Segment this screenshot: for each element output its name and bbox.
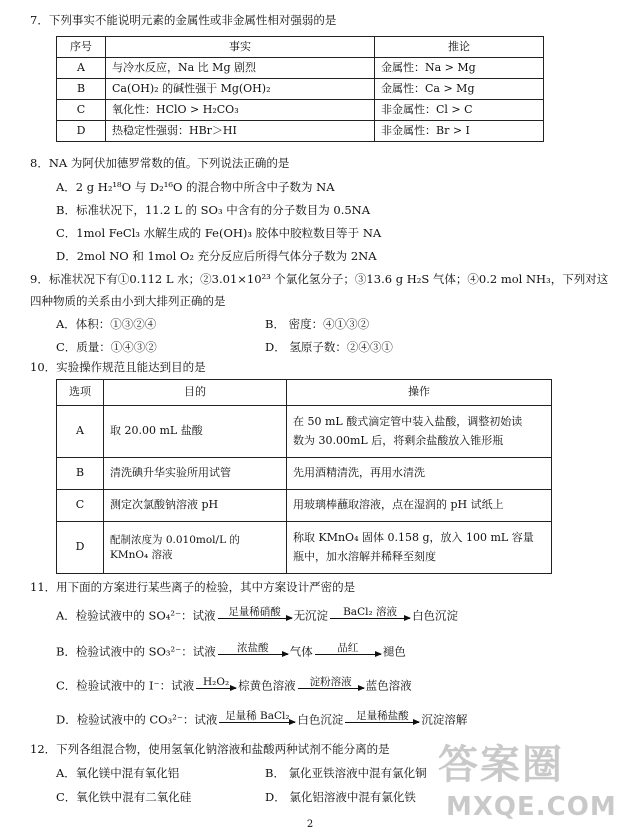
reaction-arrow — [330, 606, 410, 624]
q12-option-d: D． 氯化铝溶液中混有氯化铁 — [265, 790, 416, 804]
q9-option-a: A．体积：①③②④ — [56, 317, 157, 331]
table-cell: Ca(OH)₂ 的碱性强于 Mg(OH)₂ — [106, 79, 375, 100]
arrow-line — [315, 654, 381, 655]
header-cell: 目的 — [104, 380, 287, 406]
table-cell: 与冷水反应，Na 比 Mg 剧烈 — [106, 58, 375, 79]
q12-option-a: A．氧化镁中混有氧化铝 — [56, 766, 180, 780]
header-cell: 事实 — [106, 37, 375, 58]
reaction-arrow — [219, 710, 295, 728]
intermediate: 棕黄色溶液 — [238, 678, 296, 693]
table-cell: 清洗碘升华实验所用试管 — [104, 458, 287, 490]
q9-stem-line1: 9．标准状况下有①0.112 L 水；②3.01×10²³ 个氯化氢分子；③13.6 g H₂S 气体；④0.2 mol NH₃，下列对这 — [30, 272, 609, 286]
arrow-label: 足量稀 BaCl₂ — [225, 710, 290, 722]
q8-option-a: A．2 g H₂¹⁸O 与 D₂¹⁶O 的混合物中所含中子数为 NA — [56, 180, 335, 194]
q8-option-c: C．1mol FeCl₃ 水解生成的 Fe(OH)₃ 胶体中胶粒数目等于 NA — [56, 226, 382, 240]
result: 蓝色溶液 — [365, 678, 412, 693]
op-line: 数为 30.00mL 后，将剩余盐酸放入锥形瓶 — [293, 433, 504, 447]
op-line: 瓶中，加水溶解并稀释至刻度 — [293, 549, 436, 563]
table-row — [57, 79, 544, 100]
arrow-line — [219, 722, 295, 723]
intermediate: 无沉淀 — [293, 608, 329, 623]
result: 白色沉淀 — [412, 608, 459, 623]
table-cell: A — [57, 58, 106, 79]
table-cell: C — [57, 100, 106, 121]
table-header-row — [57, 37, 544, 58]
arrow-line — [218, 654, 288, 655]
q7-stem: 7．下列事实不能说明元素的金属性或非金属性相对强弱的是 — [30, 13, 337, 27]
table-cell: B — [57, 458, 104, 490]
reaction-arrow — [298, 676, 364, 694]
table-cell: 氧化性：HClO > H₂CO₃ — [106, 100, 375, 121]
arrow-label: 淀粉溶液 — [309, 676, 352, 688]
q10-stem: 10．实验操作规范且能达到目的是 — [30, 360, 206, 374]
q12-stem: 12．下列各组混合物，使用氢氧化钠溶液和盐酸两种试剂不能分离的是 — [30, 742, 390, 756]
table-cell: 非金属性：Cl > C — [375, 100, 544, 121]
q11-stem: 11．用下面的方案进行某些离子的检验，其中方案设计严密的是 — [30, 580, 356, 594]
q10-table — [56, 379, 552, 574]
arrow-label: BaCl₂ 溶液 — [343, 606, 398, 618]
table-header-row — [57, 380, 552, 406]
reaction-arrow — [218, 642, 288, 660]
q9-stem-line2: 四种物质的关系由小到大排列正确的是 — [30, 294, 226, 308]
page-number: 2 — [306, 819, 314, 830]
table-cell: C — [57, 490, 104, 522]
result: 沉淀溶解 — [421, 712, 468, 727]
header-cell: 选项 — [57, 380, 104, 406]
q8-stem: 8．NA 为阿伏加德罗常数的值。下列说法正确的是 — [30, 156, 290, 170]
op-line: 称取 KMnO₄ 固体 0.158 g，放入 100 mL 容量 — [293, 530, 534, 544]
option-prefix: B．检验试液中的 SO₃²⁻：试液 — [56, 644, 216, 659]
q9-option-b: B． 密度：④①③② — [265, 317, 370, 331]
table-row — [57, 490, 552, 522]
reaction-arrow — [218, 606, 292, 624]
arrow-label: H₂O₂ — [202, 676, 230, 688]
header-cell: 操作 — [287, 380, 552, 406]
option-prefix: D．检验试液中的 CO₃²⁻：试液 — [56, 712, 218, 727]
option-prefix: C．检验试液中的 I⁻：试液 — [56, 678, 195, 693]
table-cell: 金属性：Ca > Mg — [375, 79, 544, 100]
arrow-line — [196, 688, 236, 689]
table-cell: A — [57, 406, 104, 458]
table-cell: 金属性：Na > Mg — [375, 58, 544, 79]
op-line: 在 50 mL 酸式滴定管中装入盐酸，调整初始读 — [293, 414, 523, 428]
table-row — [57, 100, 544, 121]
reaction-arrow — [345, 710, 419, 728]
table-cell: 热稳定性强弱：HBr＞HI — [106, 121, 375, 142]
arrow-line — [330, 618, 410, 619]
result: 褪色 — [382, 644, 406, 659]
table-cell — [287, 522, 552, 574]
reaction-arrow — [196, 676, 236, 694]
table-cell: 非金属性：Br > I — [375, 121, 544, 142]
table-row — [57, 406, 552, 458]
table-cell: 用玻璃棒蘸取溶液，点在湿润的 pH 试纸上 — [287, 490, 552, 522]
table-cell: D — [57, 522, 104, 574]
q9-option-d: D． 氢原子数：②④③① — [265, 340, 393, 354]
watermark-url: MXQE.COM — [446, 792, 617, 822]
table-cell: 先用酒精清洗，再用水清洗 — [287, 458, 552, 490]
q11-option-a — [56, 606, 458, 624]
table-cell: 配制浓度为 0.010mol/L 的 KMnO₄ 溶液 — [104, 522, 287, 574]
option-prefix: A．检验试液中的 SO₄²⁻：试液 — [56, 608, 216, 623]
q12-option-b: B． 氯化亚铁溶液中混有氯化铜 — [265, 766, 427, 780]
q8-option-d: D．2mol NO 和 1mol O₂ 充分反应后所得气体分子数为 2NA — [56, 249, 377, 263]
table-cell — [287, 406, 552, 458]
q8-option-b: B．标准状况下，11.2 L 的 SO₃ 中含有的分子数目为 0.5NA — [56, 203, 371, 217]
q9-option-c: C．质量：①④③② — [56, 340, 157, 354]
reaction-arrow — [315, 642, 381, 660]
intermediate: 白色沉淀 — [297, 712, 344, 727]
arrow-line — [298, 688, 364, 689]
q11-option-b — [56, 642, 406, 660]
arrow-label: 足量稀硝酸 — [228, 606, 281, 618]
q12-option-c: C．氧化铁中混有二氧化硅 — [56, 790, 192, 804]
watermark-logo: 答案圈 — [438, 742, 564, 788]
table-cell: 取 20.00 mL 盐酸 — [104, 406, 287, 458]
header-cell: 推论 — [375, 37, 544, 58]
intermediate: 气体 — [289, 644, 313, 659]
header-cell: 序号 — [57, 37, 106, 58]
table-cell: 测定次氯酸钠溶液 pH — [104, 490, 287, 522]
q7-table — [56, 36, 544, 142]
arrow-line — [218, 618, 292, 619]
table-cell: D — [57, 121, 106, 142]
q11-option-c — [56, 676, 412, 694]
arrow-line — [345, 722, 419, 723]
table-row — [57, 121, 544, 142]
table-row — [57, 458, 552, 490]
arrow-label: 品红 — [337, 642, 359, 654]
arrow-label: 浓盐酸 — [236, 642, 269, 654]
table-cell: B — [57, 79, 106, 100]
table-row — [57, 58, 544, 79]
table-row — [57, 522, 552, 574]
q11-option-d — [56, 710, 467, 728]
arrow-label: 足量稀盐酸 — [356, 710, 409, 722]
